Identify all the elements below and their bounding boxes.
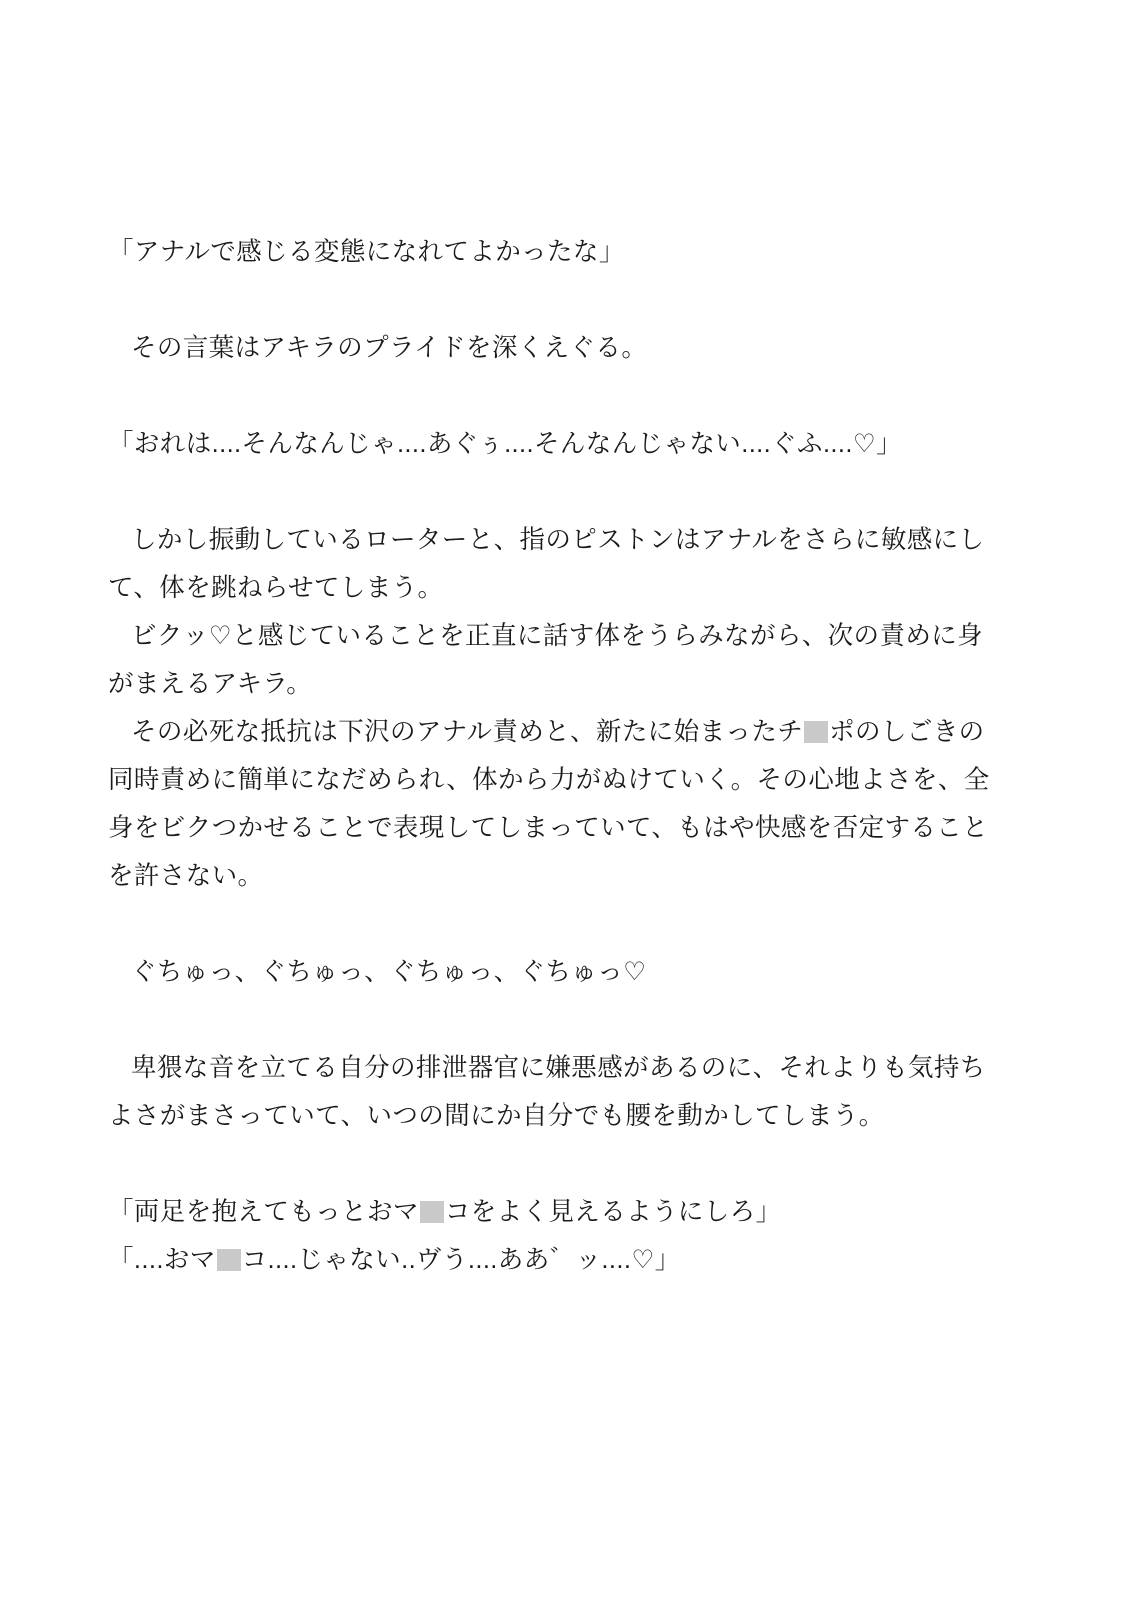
paragraph-narration-2: しかし振動しているローターと、指のピストンはアナルをさらに敏感にして、体を跳ねらせてしまう。 — [108, 526, 985, 602]
paragraph-dialogue-4 — [108, 1236, 1008, 1284]
paragraph-spacer — [108, 372, 1008, 420]
paragraph-sfx-1: ぐちゅっ、ぐちゅっ、ぐちゅっ、ぐちゅっ♡ — [131, 958, 647, 986]
paragraph-dialogue-1: 「アナルで感じる変態になれてよかったな」 — [108, 238, 625, 266]
redaction-block-icon — [217, 1249, 241, 1271]
paragraph-spacer — [108, 468, 1008, 516]
paragraph-narration-4 — [108, 708, 1008, 900]
text-after-redaction: ポのしごきの同時責めに簡単になだめられ、体から力がぬけていく。その心地よさを、全身をビクつかせることで表現してしまっていて、もはや快感を否定することを許さない。 — [108, 718, 990, 890]
paragraph-narration-1: その言葉はアキラのプライドを深くえぐる。 — [131, 334, 648, 362]
paragraph-spacer — [108, 900, 1008, 948]
paragraph-dialogue-3 — [108, 1188, 1008, 1236]
document-text-body — [108, 228, 1008, 1284]
paragraph-dialogue-2: 「おれは....そんなんじゃ....あぐぅ....そんなんじゃない....ぐふ....♡」 — [108, 430, 903, 458]
redaction-block-icon — [804, 721, 828, 743]
redaction-block-icon — [420, 1201, 444, 1223]
text-before-redaction: 「両足を抱えてもっとおマ — [108, 1198, 419, 1226]
paragraph-narration-3: ビクッ♡と感じていることを正直に話す体をうらみながら、次の責めに身がまえるアキラ。 — [108, 622, 984, 698]
paragraph-spacer — [108, 276, 1008, 324]
paragraph-spacer — [108, 1140, 1008, 1188]
text-before-redaction: 「....おマ — [108, 1246, 216, 1274]
text-after-redaction: コ....じゃない..ヴう....ああ゛ッ....♡」 — [241, 1246, 681, 1274]
paragraph-spacer — [108, 996, 1008, 1044]
paragraph-narration-5: 卑猥な音を立てる自分の排泄器官に嫌悪感があるのに、それよりも気持ちよさがまさっていて、いつの間にか自分でも腰を動かしてしまう。 — [108, 1054, 986, 1130]
text-before-redaction: その必死な抵抗は下沢のアナル責めと、新たに始まったチ — [131, 718, 804, 746]
text-after-redaction: コをよく見えるようにしろ」 — [444, 1198, 782, 1226]
